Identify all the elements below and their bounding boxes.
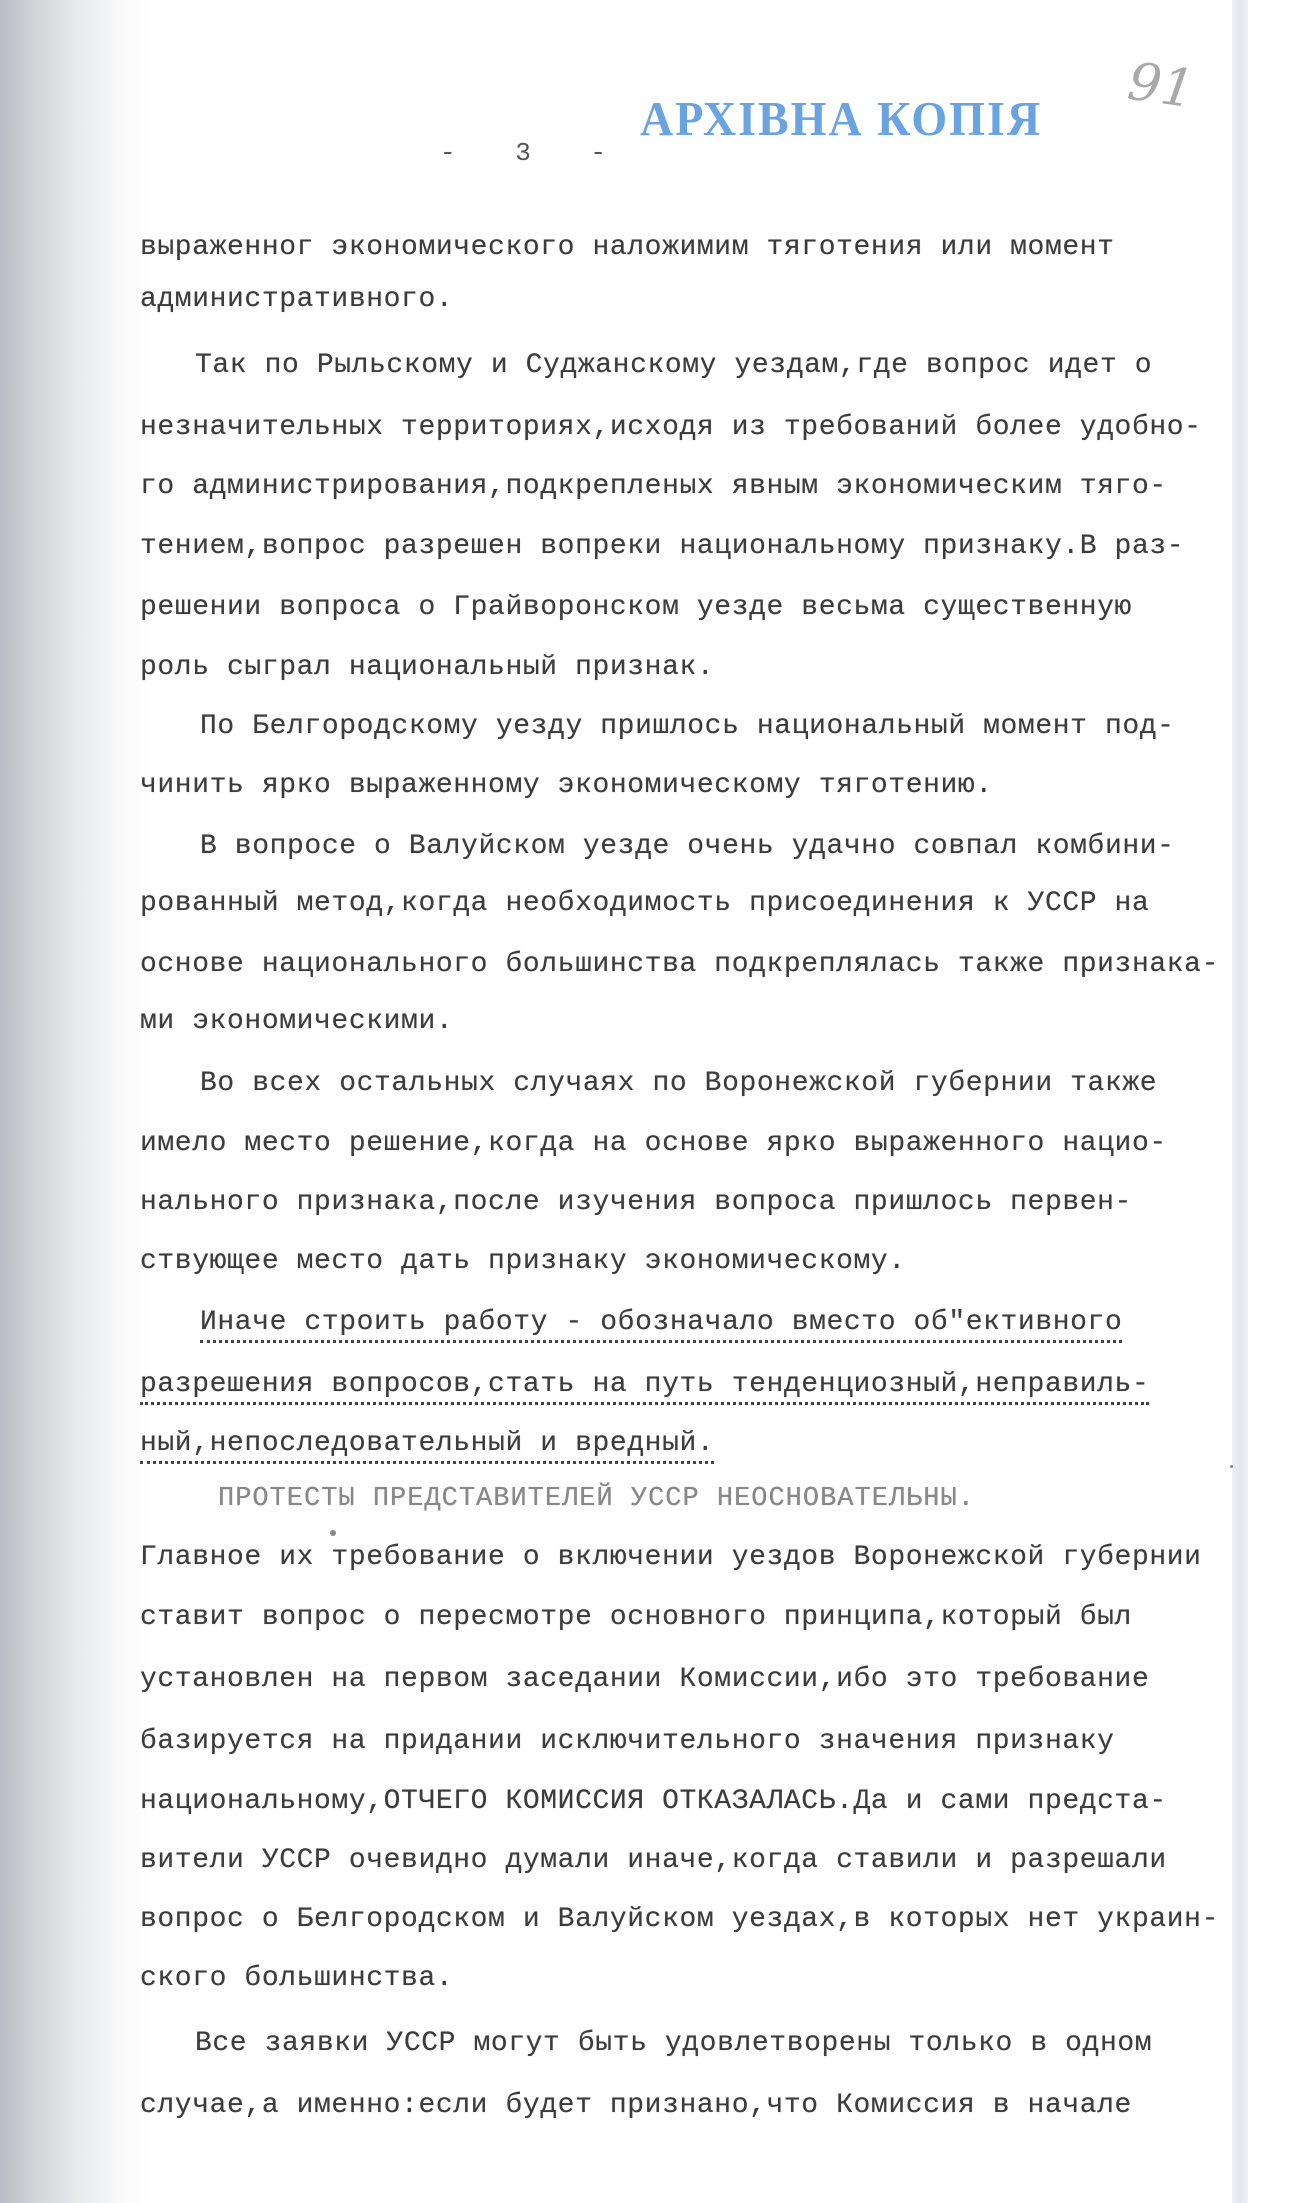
text-line: ми экономическими.: [140, 1006, 454, 1037]
page-number: - 3 -: [440, 138, 629, 168]
underlined-text-line: разрешения вопросов,стать на путь тенденциозный,неправиль-: [140, 1369, 1149, 1405]
folio-number: 91: [1124, 51, 1199, 121]
scan-right-edge: [1232, 0, 1248, 2203]
scan-right-margin: [1248, 0, 1298, 2203]
text-line: тением,вопрос разрешен вопреки национальному признаку.В раз-: [140, 531, 1185, 562]
underlined-paragraph-start: Иначе строить работу - обозначало вместо об"ективного: [200, 1307, 1122, 1343]
underlined-text-line: ный,непоследовательный и вредный.: [140, 1428, 714, 1464]
text-line: рованный метод,когда необходимость присоединения к УССР на: [140, 888, 1150, 919]
text-line: ского большинства.: [140, 1963, 454, 1994]
text-line: ставит вопрос о пересмотре основного принципа,который был: [140, 1602, 1132, 1633]
archive-copy-stamp: АРХІВНА КОПІЯ: [640, 91, 1043, 146]
text-line: национальному,ОТЧЕГО КОМИССИЯ ОТКАЗАЛАСЬ.Да и сами предста-: [140, 1786, 1167, 1817]
ink-speck: [330, 1530, 336, 1536]
text-line: вопрос о Белгородском и Валуйском уездах,в которых нет украин-: [140, 1904, 1219, 1935]
text-line: Главное их требование о включении уездов Воронежской губернии: [140, 1542, 1202, 1573]
text-line: базируется на придании исключительного значения признаку: [140, 1726, 1115, 1757]
text-line: выраженног экономического наложимим тяготения или момент: [140, 232, 1115, 263]
text-line: ствующее место дать признаку экономическому.: [140, 1246, 906, 1277]
text-line: незначительных территориях,исходя из требований более удобно-: [140, 412, 1202, 443]
text-line: чинить ярко выраженному экономическому тяготению.: [140, 770, 993, 801]
paragraph-start: Во всех остальных случаях по Воронежской губернии также: [200, 1068, 1158, 1099]
paragraph-start: Все заявки УССР могут быть удовлетворены только в одном: [195, 2028, 1153, 2059]
text-line: основе национального большинства подкреплялась также признака-: [140, 949, 1219, 980]
text-line: установлен на первом заседании Комиссии,ибо это требование: [140, 1664, 1150, 1695]
text-line: вители УССР очевидно думали иначе,когда ставили и разрешали: [140, 1845, 1167, 1876]
text-line: административного.: [140, 284, 454, 315]
paragraph-start: Так по Рыльскому и Суджанскому уездам,где вопрос идет о: [195, 350, 1153, 381]
ink-speck: [1230, 1465, 1233, 1468]
paragraph-start: В вопросе о Валуйском уезде очень удачно совпал комбини-: [200, 831, 1175, 862]
text-line: имело место решение,когда на основе ярко выраженного нацио-: [140, 1128, 1167, 1159]
text-line: нального признака,после изучения вопроса пришлось первен-: [140, 1187, 1132, 1218]
section-heading: ПРОТЕСТЫ ПРЕДСТАВИТЕЛЕЙ УССР НЕОСНОВАТЕЛЬНЫ.: [218, 1484, 975, 1514]
text-line: роль сыграл национальный признак.: [140, 652, 715, 683]
paragraph-start: По Белгородскому уезду пришлось национальный момент под-: [200, 711, 1175, 742]
text-line: случае,а именно:если будет признано,что Комиссия в начале: [140, 2090, 1132, 2121]
scan-left-shadow: [0, 0, 150, 2203]
text-line: го администрирования,подкрепленых явным экономическим тяго-: [140, 471, 1167, 502]
text-line: решении вопроса о Грайворонском уезде весьма существенную: [140, 592, 1132, 623]
